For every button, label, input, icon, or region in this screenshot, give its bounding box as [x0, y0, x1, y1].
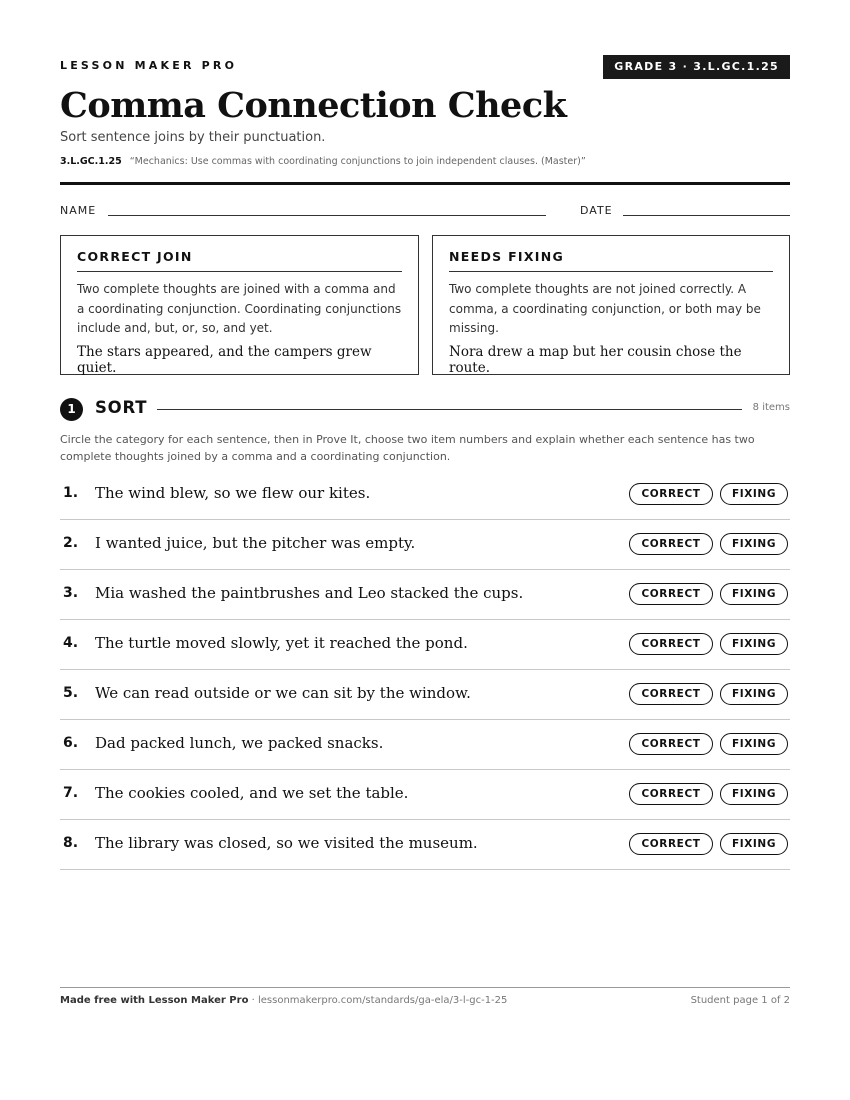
needs-fixing-example: Nora drew a map but her cousin chose the route. [449, 343, 742, 376]
correct-option-button[interactable]: CORRECT [629, 533, 713, 555]
correct-option-button[interactable]: CORRECT [629, 633, 713, 655]
fixing-option-button[interactable]: FIXING [720, 683, 788, 705]
standard-code: 3.L.GC.1.25 [60, 156, 122, 167]
sort-item-row [60, 470, 790, 520]
sort-item-row [60, 720, 790, 770]
name-field[interactable] [108, 215, 546, 216]
footer-brand: Made free with Lesson Maker Pro [60, 995, 249, 1006]
sort-item-list [60, 470, 790, 870]
item-number: 5. [63, 685, 79, 701]
section-divider [157, 409, 742, 410]
header-divider [60, 182, 790, 185]
item-count: 8 items [752, 402, 790, 413]
sort-item-row [60, 770, 790, 820]
item-number: 6. [63, 735, 79, 751]
item-number: 4. [63, 635, 79, 651]
fixing-option-button[interactable]: FIXING [720, 733, 788, 755]
page-number: Student page 1 of 2 [690, 995, 790, 1006]
footer [60, 995, 790, 1006]
section-header [60, 397, 790, 421]
correct-option-button[interactable]: CORRECT [629, 833, 713, 855]
needs-fixing-box [432, 235, 790, 375]
item-sentence: The turtle moved slowly, yet it reached the pond. [95, 634, 468, 652]
item-number: 8. [63, 835, 79, 851]
date-field[interactable] [623, 215, 790, 216]
item-number: 7. [63, 785, 79, 801]
fixing-option-button[interactable]: FIXING [720, 533, 788, 555]
item-sentence: We can read outside or we can sit by the window. [95, 684, 471, 702]
correct-join-description: Two complete thoughts are joined with a comma and a coordinating conjunction. Coordinating conjunctions include and, but, or, so, and yet. [77, 282, 402, 335]
correct-option-button[interactable]: CORRECT [629, 783, 713, 805]
item-number: 2. [63, 535, 79, 551]
fixing-option-button[interactable]: FIXING [720, 583, 788, 605]
name-date-fields [60, 203, 790, 219]
standard-quote: “Mechanics: Use commas with coordinating conjunctions to join independent clauses. (Master)” [129, 156, 586, 167]
name-label: NAME [60, 204, 97, 217]
page-subtitle: Sort sentence joins by their punctuation. [60, 130, 326, 145]
needs-fixing-heading: NEEDS FIXING [449, 249, 773, 272]
correct-join-heading: CORRECT JOIN [77, 249, 402, 272]
grade-badge: GRADE 3 · 3.L.GC.1.25 [603, 55, 790, 79]
item-sentence: I wanted juice, but the pitcher was empty. [95, 534, 416, 552]
item-sentence: The library was closed, so we visited the museum. [95, 834, 478, 852]
fixing-option-button[interactable]: FIXING [720, 633, 788, 655]
item-sentence: The cookies cooled, and we set the table. [95, 784, 409, 802]
section-title: SORT [95, 398, 148, 417]
sort-item-row [60, 520, 790, 570]
fixing-option-button[interactable]: FIXING [720, 783, 788, 805]
fixing-option-button[interactable]: FIXING [720, 483, 788, 505]
item-sentence: The wind blew, so we flew our kites. [95, 484, 371, 502]
needs-fixing-description: Two complete thoughts are not joined correctly. A comma, a coordinating conjunction, or both may be missing. [449, 282, 761, 335]
standard-line [60, 156, 586, 167]
instructions: Circle the category for each sentence, then in Prove It, choose two item numbers and explain whether each sentence has two complete thoughts joined by a comma and a coordinating conjunction. [60, 433, 755, 463]
correct-option-button[interactable]: CORRECT [629, 583, 713, 605]
sort-item-row [60, 570, 790, 620]
sort-item-row [60, 820, 790, 870]
brand-name: LESSON MAKER PRO [60, 59, 238, 72]
item-sentence: Mia washed the paintbrushes and Leo stacked the cups. [95, 584, 524, 602]
footer-divider [60, 987, 790, 988]
item-number: 3. [63, 585, 79, 601]
item-number: 1. [63, 485, 79, 501]
footer-link[interactable]: · lessonmakerpro.com/standards/ga-ela/3-l-gc-1-25 [248, 995, 508, 1006]
correct-option-button[interactable]: CORRECT [629, 483, 713, 505]
page-title: Comma Connection Check [60, 85, 567, 126]
correct-option-button[interactable]: CORRECT [629, 733, 713, 755]
correct-option-button[interactable]: CORRECT [629, 683, 713, 705]
item-sentence: Dad packed lunch, we packed snacks. [95, 734, 384, 752]
section-number-badge: 1 [60, 398, 83, 421]
fixing-option-button[interactable]: FIXING [720, 833, 788, 855]
correct-join-box [60, 235, 419, 375]
date-label: DATE [580, 204, 613, 217]
worksheet-page [60, 0, 790, 1100]
sort-item-row [60, 620, 790, 670]
correct-join-example: The stars appeared, and the campers grew quiet. [77, 343, 372, 376]
header [60, 55, 790, 79]
sort-item-row [60, 670, 790, 720]
